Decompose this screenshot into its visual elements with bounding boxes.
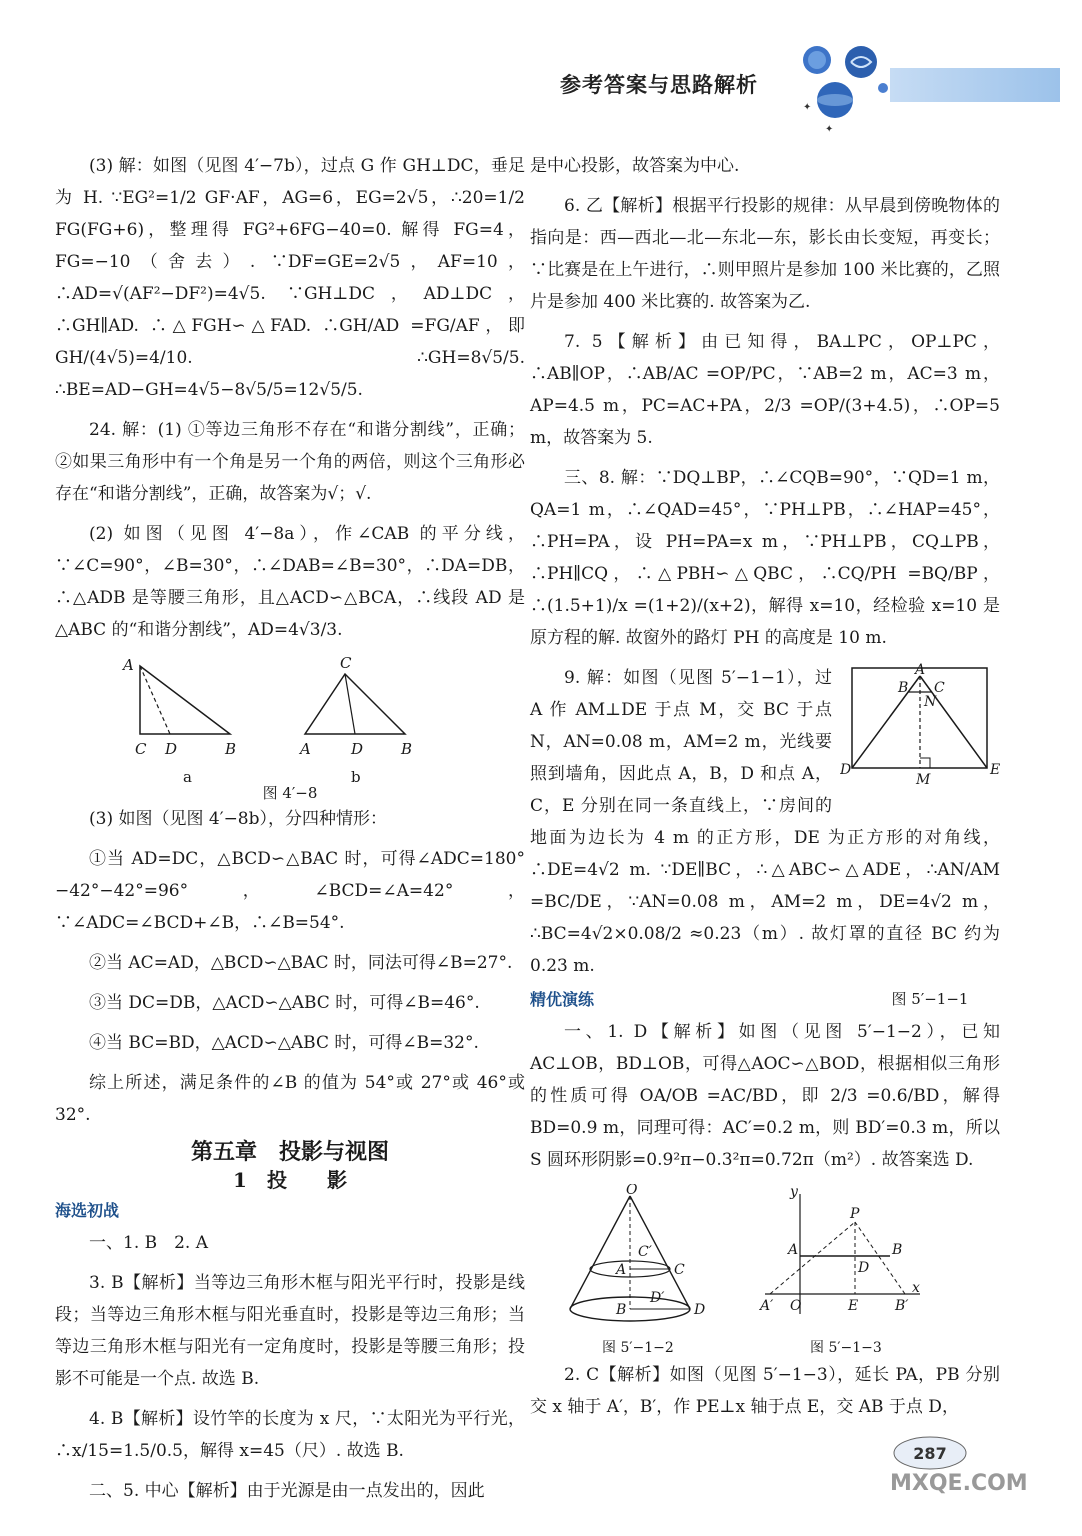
svg-text:B: B [892,1242,903,1258]
figure-4-8b [298,654,412,784]
answer-paragraph: ③当 DC=DB，△ACD∽△ABC 时，可得∠B=46°. [89,992,480,1013]
figures-5-1-2-and-5-1-3 [530,1184,1000,1359]
svg-text:C: C [674,1262,685,1278]
figure-caption: 图 4′−8 [262,784,318,802]
svg-text:D′: D′ [650,1290,665,1306]
answer-paragraph: ②当 AC=AD，△BCD∽△BAC 时，同法可得∠B=27°. [89,952,513,973]
answer-paragraph: (3) 解：如图（见图 4′−7b），过点 G 作 GH⊥DC，垂足为 H. ∵EG²=1/2 GF·AF，AG=6，EG=2√5，∴20=1/2 FG(FG+6)，整理得 FG²+6FG−40=0. 解得 FG=4，FG=−10（舍去）. ∵DF=GE=2√5，AF=10，∴AD=√(AF²−DF²)=4√5. ∵GH⊥DC，AD⊥DC，∴GH∥AD. ∴△FGH∽△FAD. ∴GH/AD =FG/AF，即 GH/(4√5)=4/10. ∴GH=8√5/5. ∴BE=AD−GH=4√5−8√5/5=12√5/5. [55,156,525,400]
answer-paragraph: 7. 5【解析】由已知得，BA⊥PC，OP⊥PC，∴AB∥OP，∴AB/AC =OP/PC，∵AB=2 m，AC=3 m，AP=4.5 m，PC=AC+PA，2/3 =OP/(3+4.5)，∴OP=5 m，故答案为 5. [530,332,1000,448]
svg-text:E: E [990,762,1000,778]
svg-text:A′: A′ [760,1298,774,1314]
svg-text:✦: ✦ [803,102,812,113]
svg-text:B: B [898,680,909,696]
lesson-title: 1 投 影 [233,1168,347,1193]
svg-text:A: A [616,1262,627,1278]
svg-text:P: P [850,1206,860,1222]
svg-text:y: y [790,1184,798,1200]
answer-paragraph: (3) 如图（见图 4′−8b），分四种情形： [89,808,388,829]
header-decoration-bar [890,68,1060,102]
svg-text:C: C [340,654,352,672]
answer-paragraph: 4. B【解析】设竹竿的长度为 x 尺，∵太阳光为平行光，∴x/15=1.5/0.5，解得 x=45（尺）. 故选 B. [55,1409,525,1462]
answer-paragraph: 9. 解：如图（见图 5′−1−1），过 A 作 AM⊥DE 于点 M，交 BC 于点 N，AN=0.08 m，AM=2 m，光线要照到墙角，因此点 A，B，D 和点 A，C，E 分别在同一条直线上，∵房间的地面为边长为 4 m 的正方形，DE 为正方形的对角线，∴DE=4√2 m. ∵DE∥BC，∴△ABC∽△ADE，∴AN/AM =BC/DE，∵AN=0.08 m，AM=2 m，DE=4√2 m，∴BC=4√2×0.08/2 ≈0.23（m）. 故灯罩的直径 BC 约为 0.23 m. [530,668,1000,976]
answer-paragraph: 6. 乙【解析】根据平行投影的规律：从早晨到傍晚物体的指向是：西—西北—北—东北—东，影长由长变短，再变长；∵比赛是在上午进行，∴则甲照片是参加 100 米比赛的，乙照片是参加 400 米比赛的. 故答案为乙. [530,196,1000,312]
svg-text:D: D [351,740,364,758]
figure-caption: 图 5′−1−1 [891,990,969,1008]
svg-text:b: b [351,768,361,784]
watermark: MXQE.COM [890,1471,1028,1496]
svg-text:A: A [123,656,134,674]
section-heading: 精优演练 [530,990,595,1009]
right-column [530,150,1000,1431]
svg-text:D: D [694,1302,706,1318]
chapter-title: 第五章 投影与视图 [190,1138,389,1165]
svg-text:O: O [626,1184,638,1198]
answer-paragraph: 综上所述，满足条件的∠B 的值为 54°或 27°或 46°或 32°. [55,1072,525,1125]
figure-5-1-3 [758,1184,920,1356]
answer-paragraph: (2) 如图（见图 4′−8a），作∠CAB 的平分线，∵∠C=90°，∠B=30°，∴∠DAB=∠B=30°，∴DA=DB，∴△ADB 是等腰三角形，且△ACD∽△BCA，∴线段 AD 是△ABC 的“和谐分割线”，AD=4√3/3. [55,524,525,640]
svg-text:a: a [183,768,192,784]
answer-paragraph: ④当 BC=BD，△ACD∽△ABC 时，可得∠B=32°. [89,1032,479,1053]
svg-text:O: O [790,1298,802,1314]
answer-paragraph: ①当 AD=DC，△BCD∽△BAC 时，可得∠ADC=180°−42°−42°=96°，∠BCD=∠A=42°，∵∠ADC=∠BCD+∠B，∴∠B=54°. [55,848,525,933]
page-header-title: 参考答案与思路解析 [560,73,758,97]
svg-text:C′: C′ [638,1244,652,1260]
svg-text:B: B [225,740,237,758]
figure-4-8 [55,654,525,784]
svg-text:B: B [401,740,413,758]
svg-text:D: D [165,740,178,758]
page-number: 287 [913,1444,947,1463]
planets-decoration-icon [795,40,895,135]
svg-text:图 5′−1−3: 图 5′−1−3 [810,1340,882,1356]
svg-text:A: A [300,740,311,758]
svg-text:B: B [616,1302,627,1318]
svg-text:B′: B′ [895,1298,909,1314]
answer-paragraph: 24. 解：(1) ①等边三角形不存在“和谐分割线”，正确；②如果三角形中有一个角是另一个角的两倍，则这个三角形必存在“和谐分割线”，正确，故答案为√；√. [55,420,525,504]
q9-block [530,662,1000,982]
svg-text:E: E [848,1298,859,1314]
figure-4-8a [121,656,236,784]
svg-text:图 5′−1−2: 图 5′−1−2 [602,1340,674,1356]
section-heading: 海选初战 [55,1201,120,1221]
figure-5-1-1 [840,662,1000,792]
svg-text:A: A [788,1242,799,1258]
answer-paragraph: 三、8. 解：∵DQ⊥BP，∴∠CQB=90°，∵QD=1 m，QA=1 m，∴∠QAD=45°，∵PH⊥PB，∴∠HAP=45°，∴PH=PA，设 PH=PA=x m，∵PH⊥PB，CQ⊥PB，∴PH∥CQ，∴△PBH∽△QBC，∴CQ/PH =BQ/BP，∴(1.5+1)/x =(1+2)/(x+2)，解得 x=10，经检验 x=10 是原方程的解. 故窗外的路灯 PH 的高度是 10 m. [530,468,1000,648]
svg-text:M: M [916,772,931,788]
answer-paragraph: 是中心投影，故答案为中心. [530,156,740,176]
svg-text:N: N [924,694,937,710]
answer-paragraph: 3. B【解析】当等边三角形木框与阳光平行时，投影是线段；当等边三角形木框与阳光垂直时，投影是等边三角形；当等边三角形木框与阳光有一定角度时，投影是等腰三角形；投影不可能是一个点. 故选 B. [55,1273,525,1390]
answer-paragraph: 一、1. B 2. A [89,1233,209,1254]
answer-paragraph: 一、1. D【解析】如图（见图 5′−1−2），已知 AC⊥OB，BD⊥OB，可得△AOC∽△BOD，根据相似三角形的性质可得 OA/OB =AC/BD，即 2/3 =0.6/BD，解得 BD=0.9 m，同理可得：AC′=0.2 m，则 BD′=0.3 m，所以 S 圆环形阴影=0.9²π−0.3²π=0.72π（m²）. 故答案选 D. [530,1022,1000,1170]
figure-5-1-2 [570,1184,705,1356]
left-column [55,150,525,1515]
svg-text:C: C [135,740,147,758]
svg-text:✦: ✦ [825,124,834,135]
answer-paragraph: 2. C【解析】如图（见图 5′−1−3），延长 PA，PB 分别交 x 轴于 A′，B′，作 PE⊥x 轴于点 E，交 AB 于点 D， [530,1365,1000,1417]
svg-text:A: A [915,662,926,678]
svg-text:x: x [912,1280,920,1296]
answer-paragraph: 二、5. 中心【解析】由于光源是由一点发出的，因此 [89,1481,485,1502]
svg-text:C: C [934,680,945,696]
svg-text:D: D [858,1260,870,1276]
svg-text:D: D [840,762,852,778]
